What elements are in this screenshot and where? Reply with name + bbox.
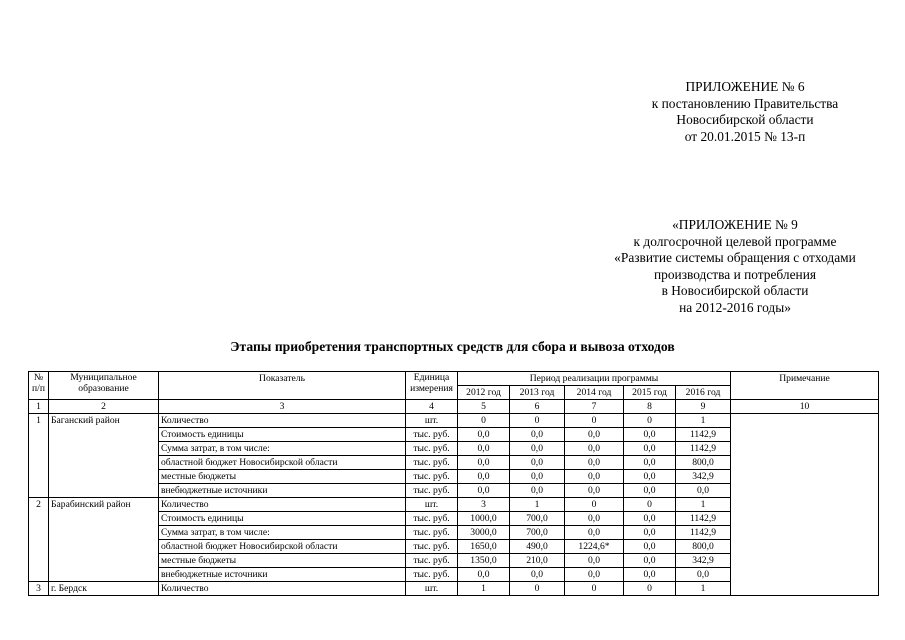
document-title: Этапы приобретения транспортных средств для сбора и вывоза отходов bbox=[230, 339, 675, 354]
header-year: 2012 год bbox=[458, 386, 510, 400]
value-cell: 0,0 bbox=[624, 470, 676, 484]
value-cell: 0,0 bbox=[565, 428, 624, 442]
value-cell: 0,0 bbox=[565, 470, 624, 484]
value-cell: 3000,0 bbox=[458, 526, 510, 540]
value-cell: 0,0 bbox=[565, 526, 624, 540]
value-cell: 0,0 bbox=[676, 484, 731, 498]
value-cell: 0,0 bbox=[624, 456, 676, 470]
value-cell: 0 bbox=[458, 414, 510, 428]
value-cell: 1142,9 bbox=[676, 428, 731, 442]
value-cell: 0,0 bbox=[565, 442, 624, 456]
appendix-9-line-2: к долгосрочной целевой программе bbox=[633, 233, 837, 249]
value-cell: 0,0 bbox=[565, 512, 624, 526]
unit-cell: тыс. руб. bbox=[406, 512, 458, 526]
vehicle-purchase-table bbox=[28, 371, 879, 596]
value-cell: 0,0 bbox=[458, 484, 510, 498]
value-cell: 3 bbox=[458, 498, 510, 512]
value-cell: 1 bbox=[676, 582, 731, 596]
value-cell: 1 bbox=[510, 498, 565, 512]
value-cell: 1650,0 bbox=[458, 540, 510, 554]
value-cell: 0,0 bbox=[624, 484, 676, 498]
value-cell: 0,0 bbox=[676, 568, 731, 582]
value-cell: 0 bbox=[624, 498, 676, 512]
table-row bbox=[29, 414, 879, 428]
value-cell: 0,0 bbox=[458, 456, 510, 470]
unit-cell: тыс. руб. bbox=[406, 428, 458, 442]
value-cell: 1142,9 bbox=[676, 512, 731, 526]
appendix-6-line-3: Новосибирской области bbox=[676, 112, 814, 127]
indicator-cell: областной бюджет Новосибирской области bbox=[159, 456, 406, 470]
value-cell: 1224,6* bbox=[565, 540, 624, 554]
value-cell: 1142,9 bbox=[676, 526, 731, 540]
value-cell: 0,0 bbox=[624, 540, 676, 554]
appendix-6-line-2: к постановлению Правительства bbox=[651, 95, 839, 111]
column-number: 7 bbox=[565, 400, 624, 414]
value-cell: 0 bbox=[510, 582, 565, 596]
indicator-cell: Сумма затрат, в том числе: bbox=[159, 442, 406, 456]
value-cell: 0 bbox=[624, 582, 676, 596]
unit-cell: шт. bbox=[406, 582, 458, 596]
appendix-9-line-1: «ПРИЛОЖЕНИЕ № 9 bbox=[672, 217, 798, 232]
value-cell: 1 bbox=[458, 582, 510, 596]
column-number: 4 bbox=[406, 400, 458, 414]
appendix-9-line-5: в Новосибирской области bbox=[661, 283, 809, 298]
table-body bbox=[29, 414, 879, 596]
column-number-row bbox=[29, 400, 879, 414]
unit-cell: тыс. руб. bbox=[406, 470, 458, 484]
value-cell: 0,0 bbox=[565, 456, 624, 470]
header-municipality: Муниципальное образование bbox=[49, 372, 159, 400]
column-number: 8 bbox=[624, 400, 676, 414]
column-number: 2 bbox=[49, 400, 159, 414]
column-number: 6 bbox=[510, 400, 565, 414]
value-cell: 1 bbox=[676, 498, 731, 512]
unit-cell: тыс. руб. bbox=[406, 456, 458, 470]
value-cell: 0,0 bbox=[624, 428, 676, 442]
value-cell: 0 bbox=[565, 498, 624, 512]
value-cell: 0,0 bbox=[565, 554, 624, 568]
unit-cell: шт. bbox=[406, 498, 458, 512]
value-cell: 0,0 bbox=[510, 442, 565, 456]
value-cell: 1142,9 bbox=[676, 442, 731, 456]
column-number: 3 bbox=[159, 400, 406, 414]
indicator-cell: Стоимость единицы bbox=[159, 512, 406, 526]
appendix-9-header bbox=[590, 217, 880, 316]
header-period: Период реализации программы bbox=[458, 372, 731, 386]
column-number: 10 bbox=[731, 400, 879, 414]
column-number: 1 bbox=[29, 400, 49, 414]
indicator-cell: Количество bbox=[159, 414, 406, 428]
value-cell: 210,0 bbox=[510, 554, 565, 568]
value-cell: 0,0 bbox=[458, 470, 510, 484]
value-cell: 1 bbox=[676, 414, 731, 428]
header-num: № п/п bbox=[29, 372, 49, 400]
municipality-cell: г. Бердск bbox=[49, 582, 159, 596]
value-cell: 0 bbox=[624, 414, 676, 428]
value-cell: 1000,0 bbox=[458, 512, 510, 526]
appendix-6-header bbox=[620, 79, 870, 145]
value-cell: 0,0 bbox=[624, 526, 676, 540]
header-year: 2014 год bbox=[565, 386, 624, 400]
value-cell: 0,0 bbox=[458, 428, 510, 442]
value-cell: 0,0 bbox=[624, 512, 676, 526]
value-cell: 0,0 bbox=[510, 428, 565, 442]
value-cell: 342,9 bbox=[676, 554, 731, 568]
appendix-9-line-6: на 2012-2016 годы» bbox=[679, 299, 791, 315]
header-year: 2016 год bbox=[676, 386, 731, 400]
value-cell: 0,0 bbox=[510, 484, 565, 498]
appendix-9-line-3: «Развитие системы обращения с отходами bbox=[614, 250, 856, 265]
value-cell: 0,0 bbox=[565, 484, 624, 498]
row-number: 3 bbox=[29, 582, 49, 596]
value-cell: 1350,0 bbox=[458, 554, 510, 568]
municipality-cell: Барабинский район bbox=[49, 498, 159, 582]
municipality-cell: Баганский район bbox=[49, 414, 159, 498]
unit-cell: тыс. руб. bbox=[406, 526, 458, 540]
value-cell: 0,0 bbox=[624, 568, 676, 582]
appendix-6-line-1: ПРИЛОЖЕНИЕ № 6 bbox=[685, 79, 805, 94]
value-cell: 0,0 bbox=[624, 442, 676, 456]
value-cell: 0,0 bbox=[565, 568, 624, 582]
header-year: 2013 год bbox=[510, 386, 565, 400]
column-number: 5 bbox=[458, 400, 510, 414]
value-cell: 0,0 bbox=[624, 554, 676, 568]
value-cell: 0 bbox=[510, 414, 565, 428]
value-cell: 0,0 bbox=[458, 442, 510, 456]
value-cell: 0 bbox=[565, 582, 624, 596]
header-unit: Единица измерения bbox=[406, 372, 458, 400]
value-cell: 0,0 bbox=[510, 568, 565, 582]
row-number: 2 bbox=[29, 498, 49, 582]
header-indicator: Показатель bbox=[159, 372, 406, 400]
row-number: 1 bbox=[29, 414, 49, 498]
unit-cell: тыс. руб. bbox=[406, 442, 458, 456]
indicator-cell: местные бюджеты bbox=[159, 470, 406, 484]
indicator-cell: внебюджетные источники bbox=[159, 568, 406, 582]
value-cell: 0,0 bbox=[510, 470, 565, 484]
header-note: Примечание bbox=[731, 372, 879, 400]
unit-cell: тыс. руб. bbox=[406, 568, 458, 582]
unit-cell: тыс. руб. bbox=[406, 554, 458, 568]
unit-cell: шт. bbox=[406, 414, 458, 428]
unit-cell: тыс. руб. bbox=[406, 540, 458, 554]
indicator-cell: местные бюджеты bbox=[159, 554, 406, 568]
value-cell: 800,0 bbox=[676, 540, 731, 554]
value-cell: 342,9 bbox=[676, 470, 731, 484]
indicator-cell: Количество bbox=[159, 582, 406, 596]
appendix-6-line-4: от 20.01.2015 № 13-п bbox=[684, 128, 806, 144]
column-number: 9 bbox=[676, 400, 731, 414]
indicator-cell: Сумма затрат, в том числе: bbox=[159, 526, 406, 540]
value-cell: 0 bbox=[565, 414, 624, 428]
indicator-cell: областной бюджет Новосибирской области bbox=[159, 540, 406, 554]
value-cell: 700,0 bbox=[510, 512, 565, 526]
value-cell: 700,0 bbox=[510, 526, 565, 540]
value-cell: 490,0 bbox=[510, 540, 565, 554]
note-cell bbox=[731, 414, 879, 596]
appendix-9-line-4: производства и потребления bbox=[653, 266, 817, 282]
unit-cell: тыс. руб. bbox=[406, 484, 458, 498]
indicator-cell: Количество bbox=[159, 498, 406, 512]
indicator-cell: Стоимость единицы bbox=[159, 428, 406, 442]
header-year: 2015 год bbox=[624, 386, 676, 400]
value-cell: 0,0 bbox=[458, 568, 510, 582]
value-cell: 800,0 bbox=[676, 456, 731, 470]
indicator-cell: внебюджетные источники bbox=[159, 484, 406, 498]
value-cell: 0,0 bbox=[510, 456, 565, 470]
